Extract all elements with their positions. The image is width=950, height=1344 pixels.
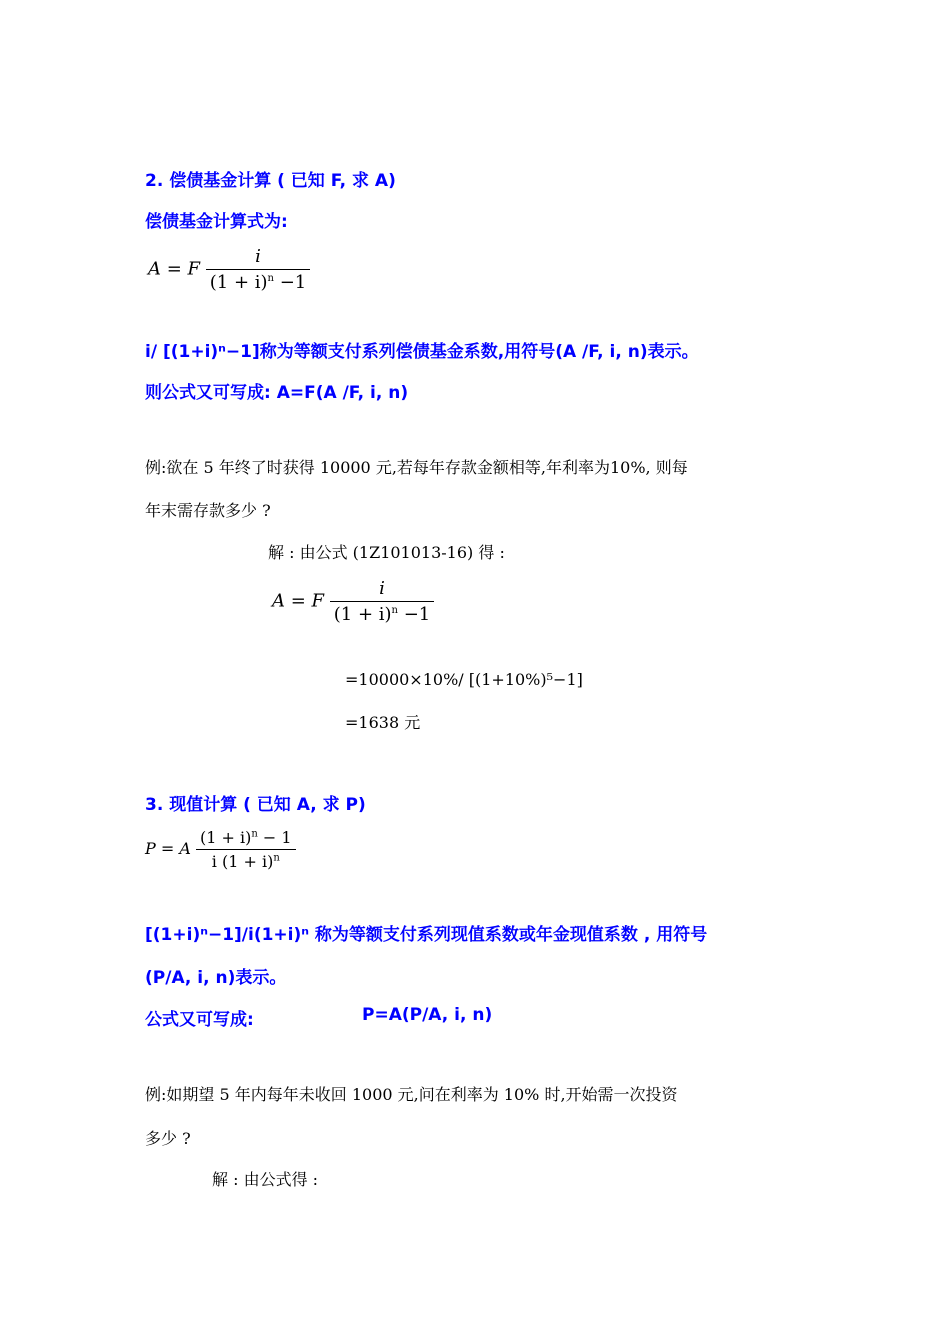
formula-lhs: P = A — [145, 839, 191, 858]
sinking-fund-formula — [148, 246, 310, 293]
solution-3-intro: 解 : 由公式得 : — [212, 1170, 319, 1189]
formula-denominator — [330, 601, 435, 625]
formula-denominator — [206, 269, 311, 293]
section-3-rewrite-formula: P=A(P/A, i, n) — [362, 1005, 493, 1025]
section-3-coef-line-1: [(1+i)ⁿ−1]/i(1+i)ⁿ 称为等额支付系列现值系数或年金现值系数 , 用符号 — [145, 925, 708, 945]
section-2-coef-line: i/ [(1+i)ⁿ−1]称为等额支付系列偿债基金系数,用符号(A /F, i, n)表示。 — [145, 342, 699, 362]
den-tail: −1 — [273, 272, 307, 293]
formula-fraction — [206, 246, 311, 293]
den-tail: −1 — [397, 604, 431, 625]
section-3-rewrite-label: 公式又可写成: — [145, 1010, 254, 1030]
den-exponent: n — [267, 273, 274, 284]
solution-2-intro: 解 : 由公式 (1Z101013-16) 得 : — [268, 543, 505, 562]
calc-line-1: =10000×10%/ [(1+10%)⁵−1] — [345, 670, 583, 689]
solution-2-formula — [272, 578, 434, 625]
formula-denominator — [196, 849, 296, 871]
example-3-line-2: 多少 ? — [145, 1129, 191, 1148]
den-base: (1 + i) — [209, 272, 268, 293]
section-2-heading: 2. 偿债基金计算 ( 已知 F, 求 A) — [145, 171, 396, 191]
den-exponent: n — [273, 852, 280, 864]
example-2-line-1: 例:欲在 5 年终了时获得 10000 元,若每年存款金额相等,年利率为10%, 则每 — [145, 458, 688, 477]
present-value-formula — [145, 828, 296, 871]
formula-numerator — [196, 828, 296, 849]
den-base: (1 + i) — [333, 604, 392, 625]
formula-fraction — [196, 828, 296, 871]
den-base: i (1 + i) — [211, 852, 274, 871]
section-3-coef-line-2: (P/A, i, n)表示。 — [145, 968, 287, 988]
num-tail: − 1 — [257, 828, 292, 847]
section-2-rewrite-line: 则公式又可写成: A=F(A /F, i, n) — [145, 383, 409, 403]
num-exponent: n — [251, 828, 258, 840]
num-base: (1 + i) — [200, 828, 252, 847]
formula-numerator: i — [255, 246, 261, 267]
den-exponent: n — [391, 605, 398, 616]
formula-lhs: A = F — [148, 258, 201, 280]
formula-fraction — [330, 578, 435, 625]
formula-numerator: i — [379, 578, 385, 599]
example-2-line-2: 年末需存款多少 ? — [145, 501, 271, 520]
section-3-heading: 3. 现值计算 ( 已知 A, 求 P) — [145, 795, 366, 815]
formula-lhs: A = F — [272, 590, 325, 612]
example-3-line-1: 例:如期望 5 年内每年未收回 1000 元,问在利率为 10% 时,开始需一次投资 — [145, 1085, 678, 1104]
calc-line-2: =1638 元 — [345, 713, 421, 732]
section-2-formula-intro: 偿债基金计算式为: — [145, 212, 288, 232]
